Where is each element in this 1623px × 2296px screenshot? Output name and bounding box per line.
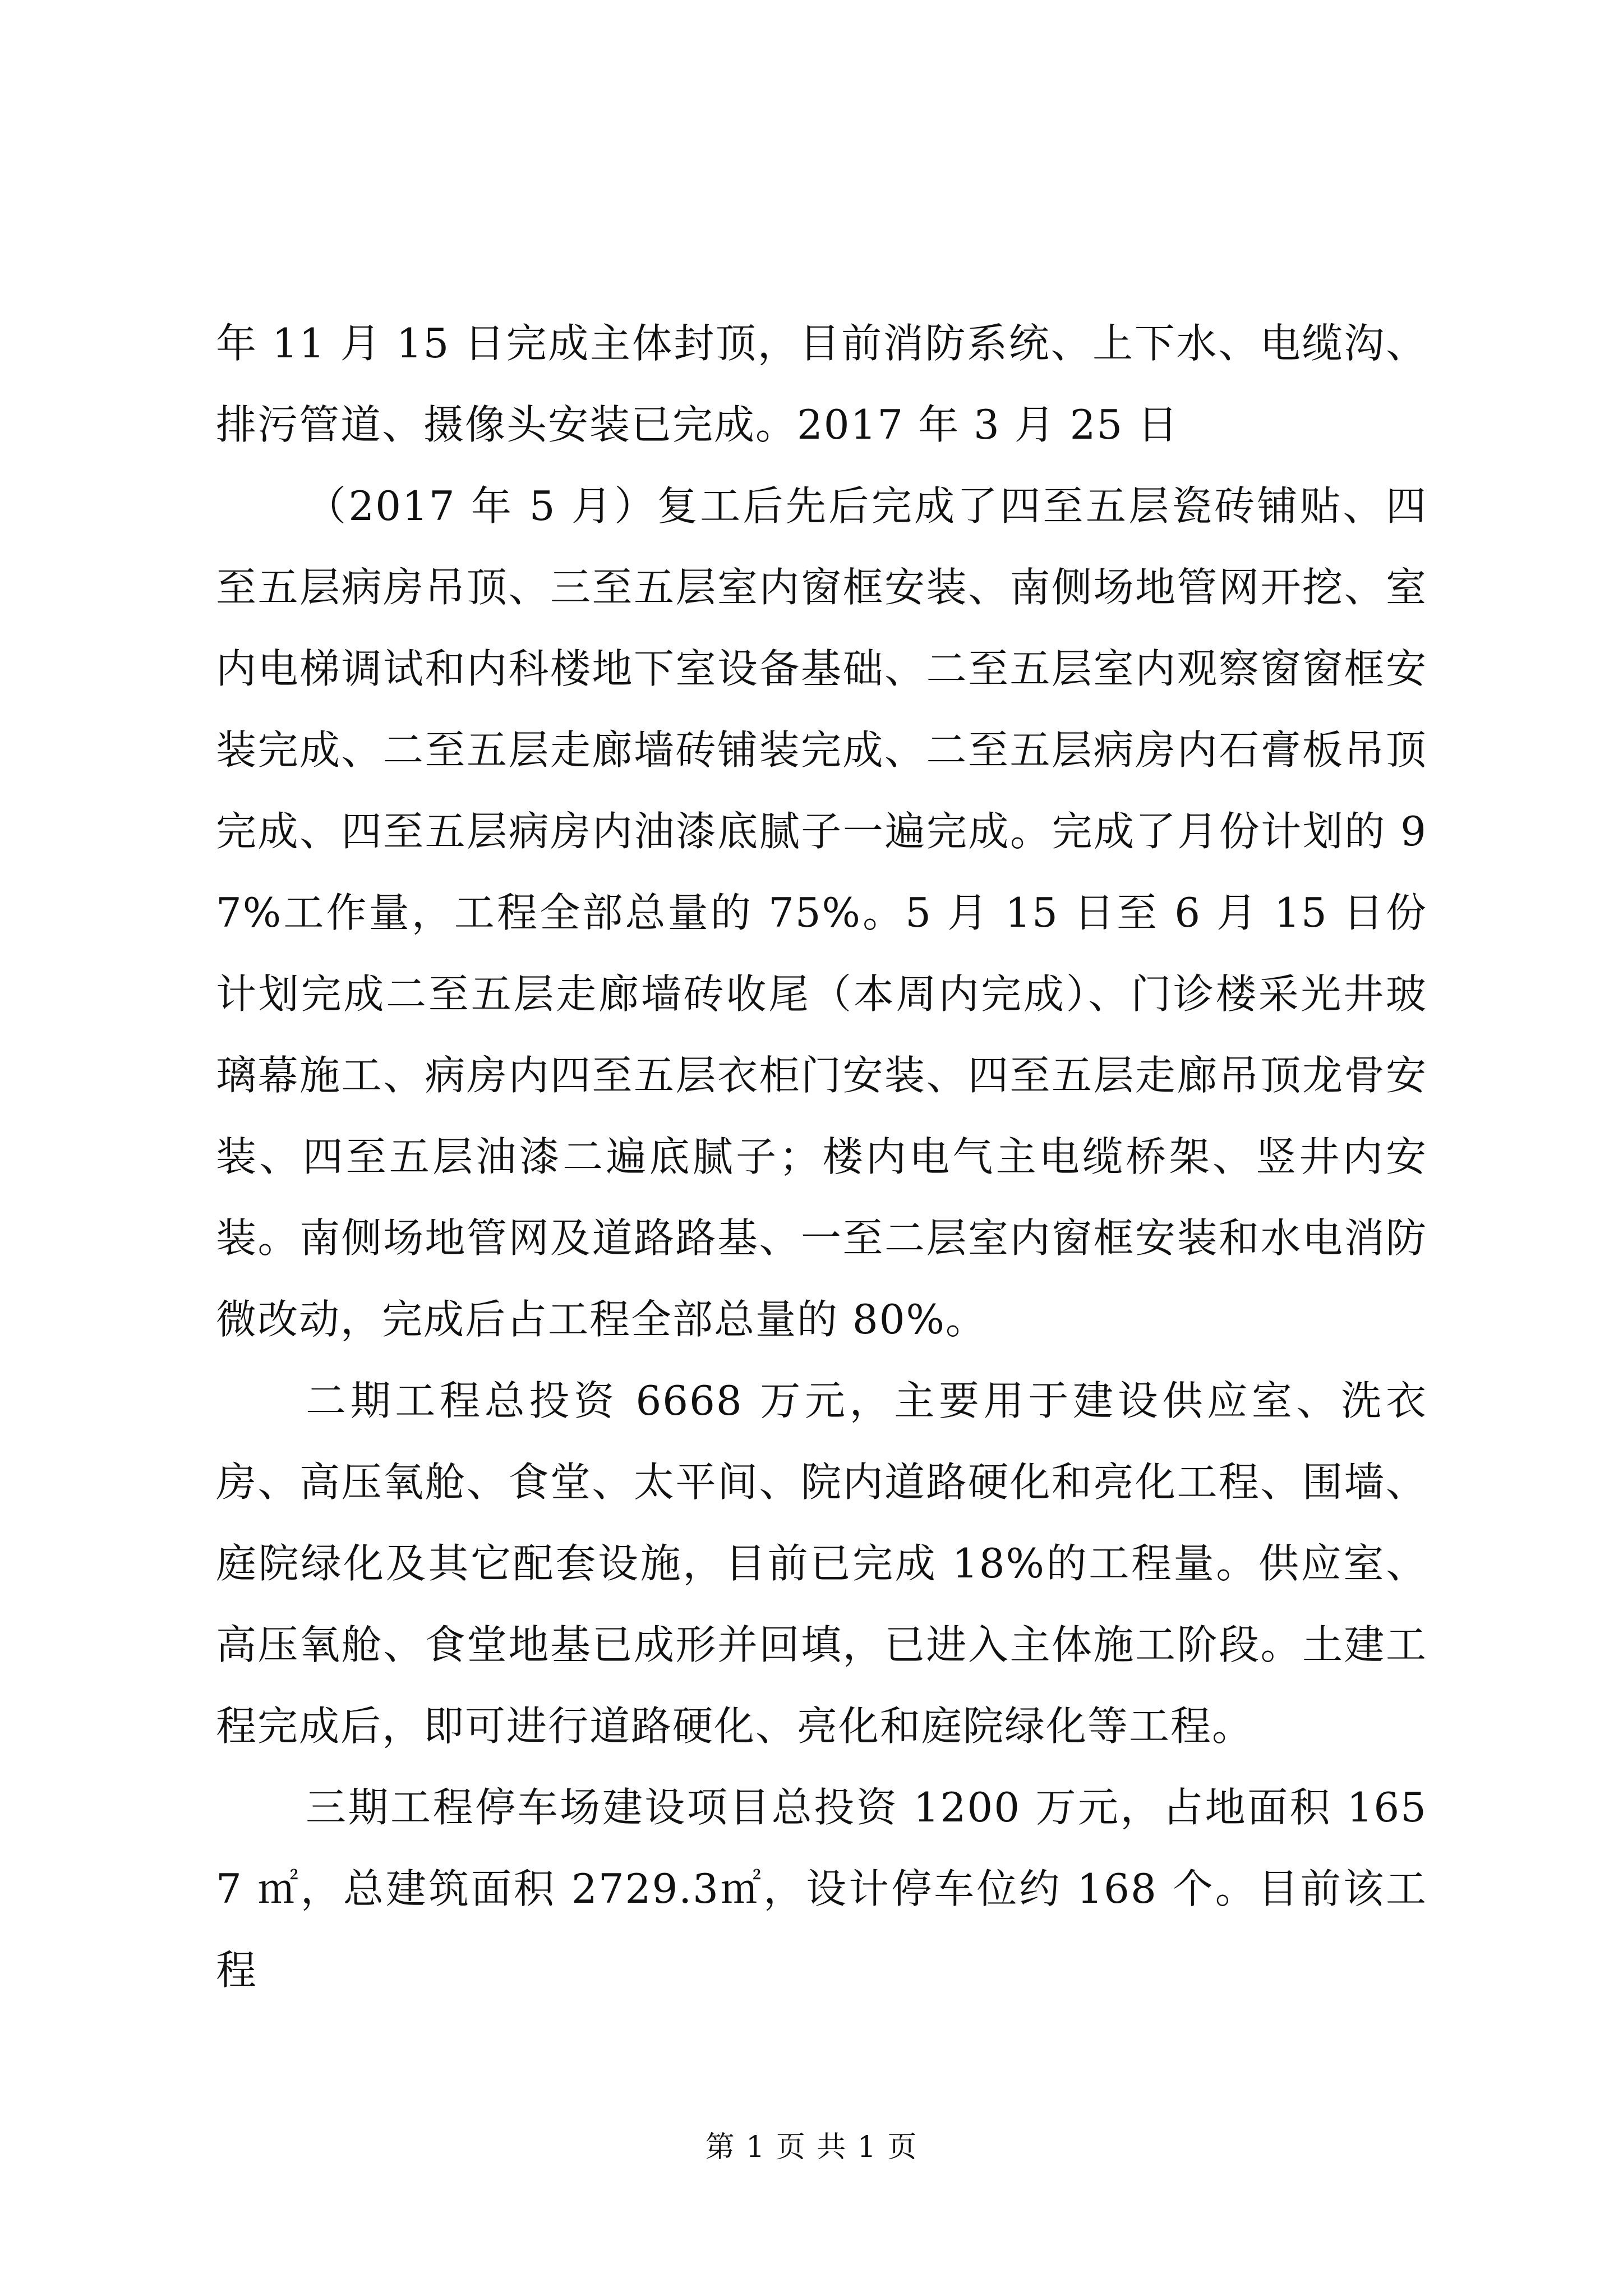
paragraph-progress: （2017 年 5 月）复工后先后完成了四至五层瓷砖铺贴、四至五层病房吊顶、三至五层室内窗框安装、南侧场地管网开挖、室内电梯调试和内科楼地下室设备基础、二至五层室内观察窗窗框安装完成、二至五层走廊墙砖铺装完成、二至五层病房内石膏板吊顶完成、四至五层病房内油漆底腻子一遍完成。完成了月份计划的 97%工作量，工程全部总量的 75%。5 月 15 日至 6 月 15 日份计划完成二至五层走廊墙砖收尾（本周内完成）、门诊楼采光井玻璃幕施工、病房内四至五层衣柜门安装、四至五层走廊吊顶龙骨安装、四至五层油漆二遍底腻子；楼内电气主电缆桥架、竖井内安装。南侧场地管网及道路路基、一至二层室内窗框安装和水电消防微改动，完成后占工程全部总量的 80%。: [216, 482, 1427, 1343]
page-number-footer: 第 1 页 共 1 页: [705, 2131, 918, 2164]
paragraph-phase-two: 二期工程总投资 6668 万元，主要用于建设供应室、洗衣房、高压氧舱、食堂、太平间、院内道路硬化和亮化工程、围墙、庭院绿化及其它配套设施，目前已完成 18%的工程量。供应室、高压氧舱、食堂地基已成形并回填，已进入主体施工阶段。土建工程完成后，即可进行道路硬化、亮化和庭院绿化等工程。: [216, 1377, 1427, 1750]
document-body: [216, 303, 1427, 2011]
paragraph-continuation: 年 11 月 15 日完成主体封顶，目前消防系统、上下水、电缆沟、排污管道、摄像头安装已完成。2017 年 3 月 25 日: [216, 320, 1427, 448]
paragraph-phase-three: 三期工程停车场建设项目总投资 1200 万元，占地面积 1657 ㎡，总建筑面积 2729.3㎡，设计停车位约 168 个。目前该工程: [216, 1784, 1427, 1994]
